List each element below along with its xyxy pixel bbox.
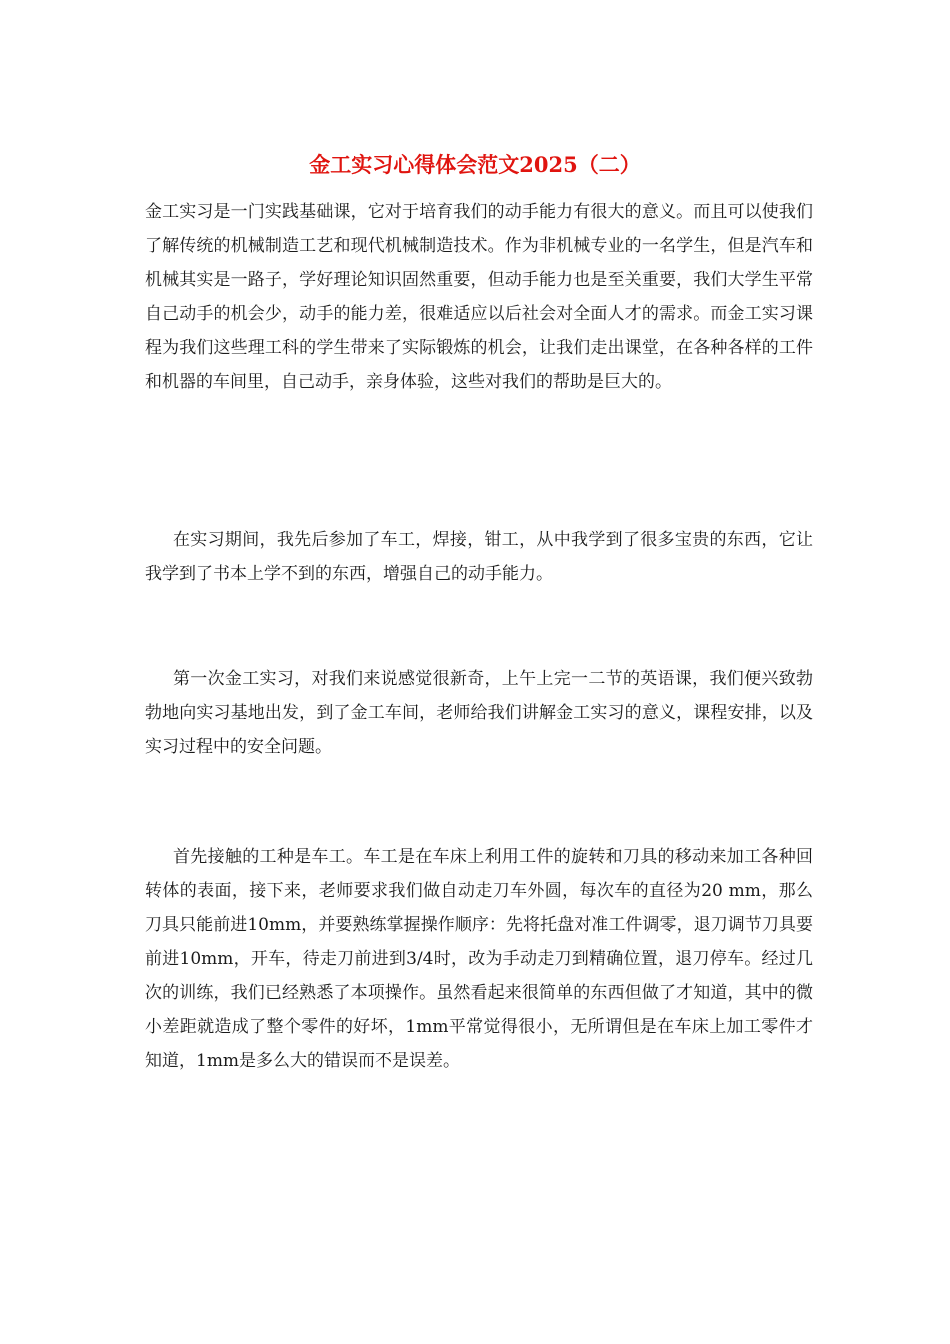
paragraph-lathe-work: 首先接触的工种是车工。车工是在车床上利用工件的旋转和刀具的移动来加工各种回转体的表面，接下来，老师要求我们做自动走刀车外圆，每次车的直径为20 mm，那么刀具只能前进10mm，并要熟练掌握操作顺序：先将托盘对准工件调零，退刀调节刀具要前进10mm，开车，待走刀前进到3/4时，改为手动走刀到精确位置，退刀停车。经过几次的训练，我们已经熟悉了本项操作。虽然看起来很简单的东西但做了才知道，其中的微小差距就造成了整个零件的好坏，1mm平常觉得很小，无所谓但是在车床上加工零件才知道，1mm是多么大的错误而不是误差。: [145, 847, 813, 1071]
paragraph-internship-period: 在实习期间，我先后参加了车工，焊接，钳工，从中我学到了很多宝贵的东西，它让我学到了书本上学不到的东西，增强自己的动手能力。: [145, 530, 813, 584]
paragraph-intro: 金工实习是一门实践基础课，它对于培育我们的动手能力有很大的意义。而且可以使我们了解传统的机械制造工艺和现代机械制造技术。作为非机械专业的一名学生，但是汽车和机械其实是一路子，学好理论知识固然重要，但动手能力也是至关重要，我们大学生平常自己动手的机会少，动手的能力差，很难适应以后社会对全面人才的需求。而金工实习课程为我们这些理工科的学生带来了实际锻炼的机会，让我们走出课堂，在各种各样的工件和机器的车间里，自己动手，亲身体验，这些对我们的帮助是巨大的。: [145, 202, 813, 392]
paragraph-first-internship: 第一次金工实习，对我们来说感觉很新奇，上午上完一二节的英语课，我们便兴致勃勃地向实习基地出发，到了金工车间，老师给我们讲解金工实习的意义，课程安排，以及实习过程中的安全问题。: [145, 669, 813, 757]
document-title: 金工实习心得体会范文2025（二）: [309, 152, 641, 177]
